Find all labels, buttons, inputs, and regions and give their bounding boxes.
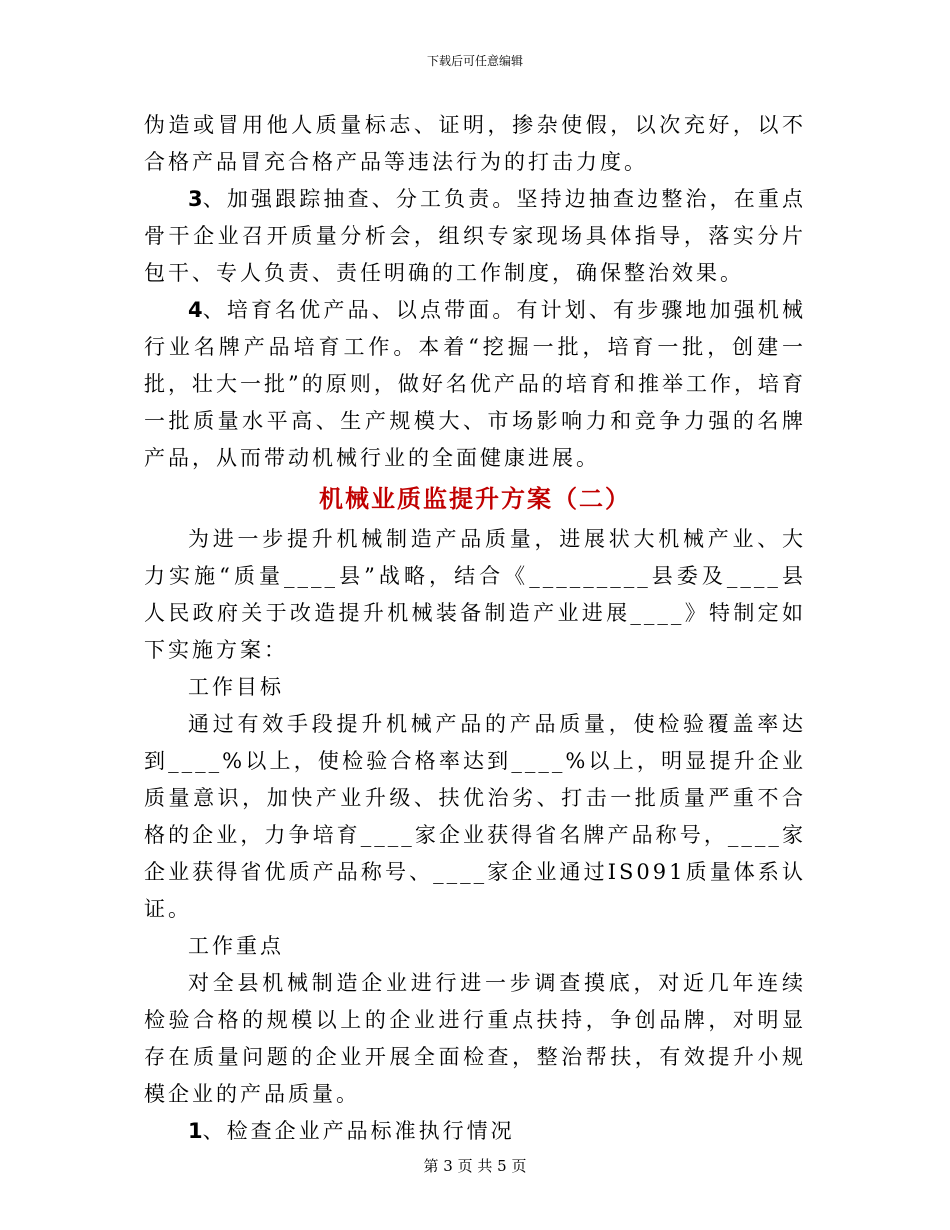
paragraph-number: 1 xyxy=(188,1119,203,1143)
subheading-work-goal xyxy=(144,669,806,706)
part2 xyxy=(144,521,806,1150)
section-title: 机械业质监提升方案（二） xyxy=(319,484,631,513)
page-footer: 第 3 页 共 5 页 xyxy=(423,1157,527,1175)
paragraph-5 xyxy=(144,706,806,928)
paragraph-text: 工作目标 xyxy=(188,675,284,699)
paragraph-text: 为进一步提升机械制造产品质量，进展状大机械产业、大力实施“质量____县”战略，结合《_________县委及____县人民政府关于改造提升机械装备制造产业进展____》特制定如下实施方案： xyxy=(144,527,806,662)
paragraph-number: 4 xyxy=(188,298,203,322)
paragraph-2 xyxy=(144,181,806,292)
page-header: 下载后可任意编辑 xyxy=(426,54,523,68)
paragraph-text: 、培育名优产品、以点带面。有计划、有步骤地加强机械行业名牌产品培育工作。本着“挖掘一批，培育一批，创建一批，壮大一批”的原则，做好名优产品的培育和推举工作，培育一批质量水平高、生产规模大、市场影响力和竞争力强的名牌产品，从而带动机械行业的全面健康进展。 xyxy=(144,298,806,470)
paragraph-text: 通过有效手段提升机械产品的产品质量，使检验覆盖率达到____%以上，使检验合格率达到____%以上，明显提升企业质量意识，加快产业升级、扶优治劣、打击一批质量严重不合格的企业，力争培育____家企业获得省名牌产品称号，____家企业获得省优质产品称号、____家企业通过IS091质量体系认证。 xyxy=(144,712,806,921)
paragraph-4 xyxy=(144,521,806,669)
paragraph-1 xyxy=(144,107,806,181)
document-body xyxy=(144,107,806,1150)
paragraph-7 xyxy=(144,1113,806,1150)
paragraph-text: 、检查企业产品标准执行情况 xyxy=(202,1119,515,1143)
part1 xyxy=(144,107,806,477)
paragraph-3 xyxy=(144,292,806,477)
paragraph-text: 伪造或冒用他人质量标志、证明，掺杂使假，以次充好，以不合格产品冒充合格产品等违法行为的打击力度。 xyxy=(144,113,806,174)
paragraph-text: 工作重点 xyxy=(188,934,284,958)
paragraph-6 xyxy=(144,965,806,1113)
paragraph-text: 、加强跟踪抽查、分工负责。坚持边抽查边整治，在重点骨干企业召开质量分析会，组织专家现场具体指导，落实分片包干、专人负责、责任明确的工作制度，确保整治效果。 xyxy=(144,187,806,285)
subheading-work-focus xyxy=(144,928,806,965)
paragraph-text: 对全县机械制造企业进行进一步调查摸底，对近几年连续检验合格的规模以上的企业进行重点扶持，争创品牌，对明显存在质量问题的企业开展全面检查，整治帮扶，有效提升小规模企业的产品质量。 xyxy=(144,971,806,1106)
paragraph-number: 3 xyxy=(188,187,203,211)
